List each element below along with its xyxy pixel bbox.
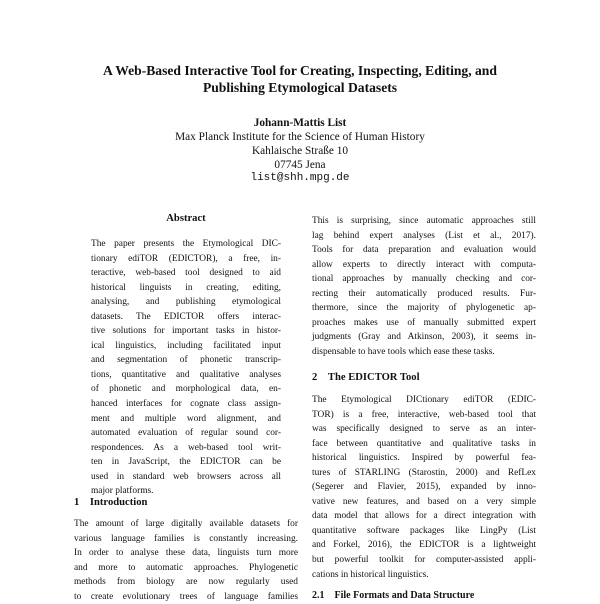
text-line: TOR) is a free, interactive, web-based tool that <box>312 409 536 420</box>
text-line: The Etymological DICtionary ediTOR (EDIC- <box>312 395 536 405</box>
text-line: historical linguists in creating, editing, <box>91 282 281 293</box>
text-line: proaches makes use of manually submitted expert <box>312 317 536 328</box>
introduction-body <box>74 517 298 604</box>
introduction-continued <box>312 214 536 359</box>
text-line: The amount of large digitally available datasets for <box>74 519 298 529</box>
text-line: methods from biology are now regularly used <box>74 577 298 588</box>
text-line: vative new features, and based on a very simple <box>312 496 536 507</box>
text-line: used in standard web browsers across all <box>91 471 281 482</box>
text-line: (Segerer and Flavier, 2015), expanded by inno- <box>312 482 536 493</box>
section-2-heading <box>312 372 420 383</box>
text-line: hanced interfaces for cognate class assign- <box>91 399 281 410</box>
text-line: major platforms. <box>91 486 154 497</box>
text-line: recting their automatically produced results. Fur- <box>312 288 536 299</box>
text-line: dispensable to have tools which ease these tasks. <box>312 346 495 357</box>
title-line: Publishing Etymological Datasets <box>202 80 398 95</box>
text-line: cations in historical linguistics. <box>312 569 429 580</box>
author-street: Kahlaische Straße 10 <box>252 145 348 157</box>
text-line: tional approaches by manually checking and cor- <box>312 274 536 285</box>
section-1-heading <box>74 497 147 508</box>
text-line: The paper presents the Etymological DIC- <box>91 239 281 249</box>
text-line: analysing, and publishing etymological <box>91 297 281 308</box>
text-line: ical linguistics, including facilitated input <box>91 340 281 351</box>
text-line: datasets. The EDICTOR offers interac- <box>91 311 281 322</box>
section-title: The EDICTOR Tool <box>327 372 420 383</box>
text-line: and segmentation of phonetic transcrip- <box>91 355 281 366</box>
subsection-title: File Formats and Data Structure <box>334 590 475 601</box>
text-line: This is surprising, since automatic approaches still <box>312 216 536 226</box>
text-line: and more to automatic approaches. Phylogenetic <box>74 562 298 573</box>
text-line: tionary ediTOR (EDICTOR), a free, in- <box>91 253 281 264</box>
abstract-heading: Abstract <box>166 213 206 224</box>
paper-title <box>0 62 600 96</box>
text-line: allow experts to directly interact with computa- <box>312 259 536 270</box>
author-city: 07745 Jena <box>274 159 326 171</box>
abstract-body <box>91 237 281 499</box>
text-line: various language families is constantly increasing. <box>74 533 298 544</box>
text-line: judgments (Gray and Atkinson, 2003), it seems in- <box>312 332 536 343</box>
text-line: teractive, web-based tool designed to aid <box>91 268 281 279</box>
text-line: was specifically designed to serve as an inter- <box>312 424 536 435</box>
section-2-body <box>312 393 536 582</box>
title-line: A Web-Based Interactive Tool for Creating, Inspecting, Editing, and <box>103 63 497 78</box>
text-line: historical linguistics. Inspired by powerful fea- <box>312 453 536 464</box>
text-line: face between quantitative and qualitative tasks in <box>312 438 536 449</box>
author-name: Johann-Mattis List <box>253 117 347 129</box>
text-line: respondences. As a web-based tool writ- <box>91 442 281 453</box>
section-title: Introduction <box>89 497 148 508</box>
author-email: list@shh.mpg.de <box>250 172 350 184</box>
text-line: and Forkel, 2016), the EDICTOR is a lightweight <box>312 540 536 551</box>
text-line: tions, quantitative and qualitative analyses <box>91 369 281 380</box>
text-line: Tools for data preparation and evaluation would <box>312 245 536 256</box>
section-number: 1 <box>74 497 80 508</box>
text-line: automated evaluation of regular sound cor- <box>91 428 281 439</box>
text-line: but powerful toolkit for computer-assisted appli- <box>312 555 536 566</box>
text-line: tive solutions for important tasks in histor- <box>91 326 281 337</box>
subsection-number: 2.1 <box>312 590 325 601</box>
subsection-2-1-heading <box>312 590 474 601</box>
author-affiliation: Max Planck Institute for the Science of Human History <box>175 131 425 143</box>
text-line: lag behind expert analyses (List et al., 2017). <box>312 230 536 241</box>
text-line: thermore, since the majority of phylogenetic ap- <box>312 303 536 314</box>
text-line: ment and multiple word alignment, and <box>91 413 281 424</box>
text-line: data model that allows for a direct integration with <box>312 511 536 522</box>
section-number: 2 <box>312 372 318 383</box>
text-line: quantitative software packages like LingPy (List <box>312 525 536 536</box>
text-line: tures of STARLING (Starostin, 2000) and RefLex <box>312 467 536 478</box>
text-line: of phonetic and morphological data, en- <box>91 384 281 395</box>
text-line: ten in JavaScript, the EDICTOR can be <box>91 457 281 468</box>
text-line: to create evolutionary trees of language families <box>74 591 298 602</box>
text-line: In order to analyse these data, linguists turn more <box>74 548 298 559</box>
